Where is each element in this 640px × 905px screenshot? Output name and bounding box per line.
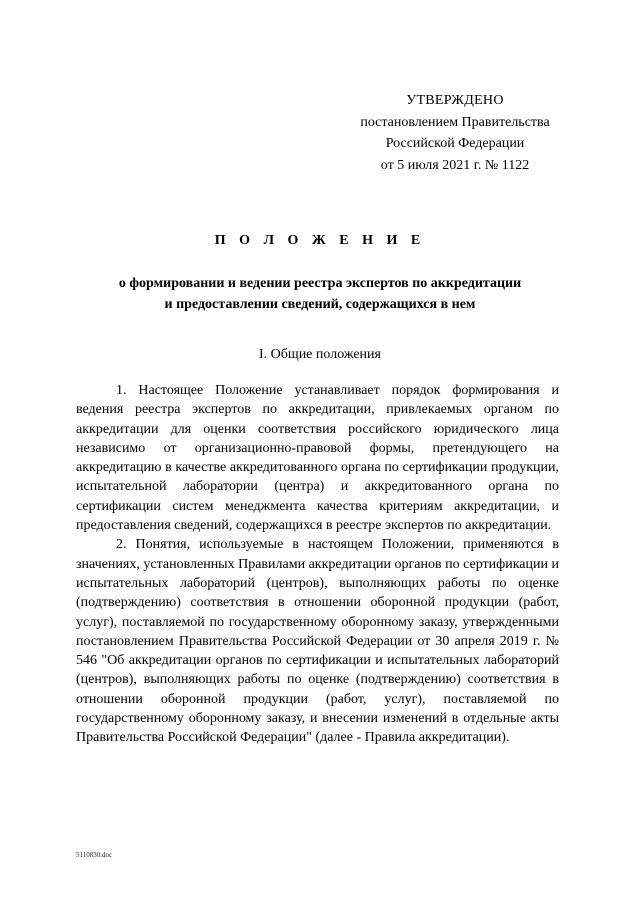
approval-heading: УТВЕРЖДЕНО	[406, 93, 504, 108]
approval-line-1: постановлением Правительства	[360, 114, 550, 130]
approval-block	[330, 90, 580, 176]
paragraph-1: 1. Настоящее Положение устанавливает порядок формирования и ведения реестра экспертов по аккредитации, привлекаемых органом по аккредитации для оценки соответствия российского юридического лица независимо от организационно-правовой формы, претендующего на аккредитацию в качестве аккредитованного органа по сертификации продукции, испытательной лаборатории (центра) и аккредитованного органа по сертификации систем менеджмента качества критериям аккредитации, и предоставления сведений, содержащихся в реестре экспертов по аккредитации.	[76, 383, 559, 534]
file-name-footer: 5110830.doc	[76, 851, 113, 859]
document-title: П О Л О Ж Е Н И Е	[214, 233, 426, 248]
document-subtitle	[70, 273, 570, 315]
document-body	[76, 381, 559, 748]
subtitle-line-2: и предоставлении сведений, содержащихся в нем	[164, 297, 476, 312]
paragraph-2: 2. Понятия, используемые в настоящем Положении, применяются в значениях, установленных Правилами аккредитации органов по сертификации и испытательных лабораторий (центров), выполняющих работы по оценке (подтверждению) соответствия в отношении оборонной продукции (работ, услуг), поставляемой по государственному оборонному заказу, утвержденными постановлением Правительства Российской Федерации от 30 апреля 2019 г. № 546 "Об аккредитации органов по сертификации и испытательных лабораторий (центров), выполняющих работы по оценке (подтверждению) соответствия в отношении оборонной продукции (работ, услуг), поставляемой по государственному оборонному заказу, и внесении изменений в отдельные акты Правительства Российской Федерации" (далее - Правила аккредитации).	[76, 537, 559, 746]
section-heading: I. Общие положения	[259, 347, 381, 362]
approval-line-3: от 5 июля 2021 г. № 1122	[380, 157, 530, 173]
subtitle-line-1: о формировании и ведении реестра экспертов по аккредитации	[118, 276, 522, 291]
approval-line-2: Российской Федерации	[385, 136, 525, 151]
